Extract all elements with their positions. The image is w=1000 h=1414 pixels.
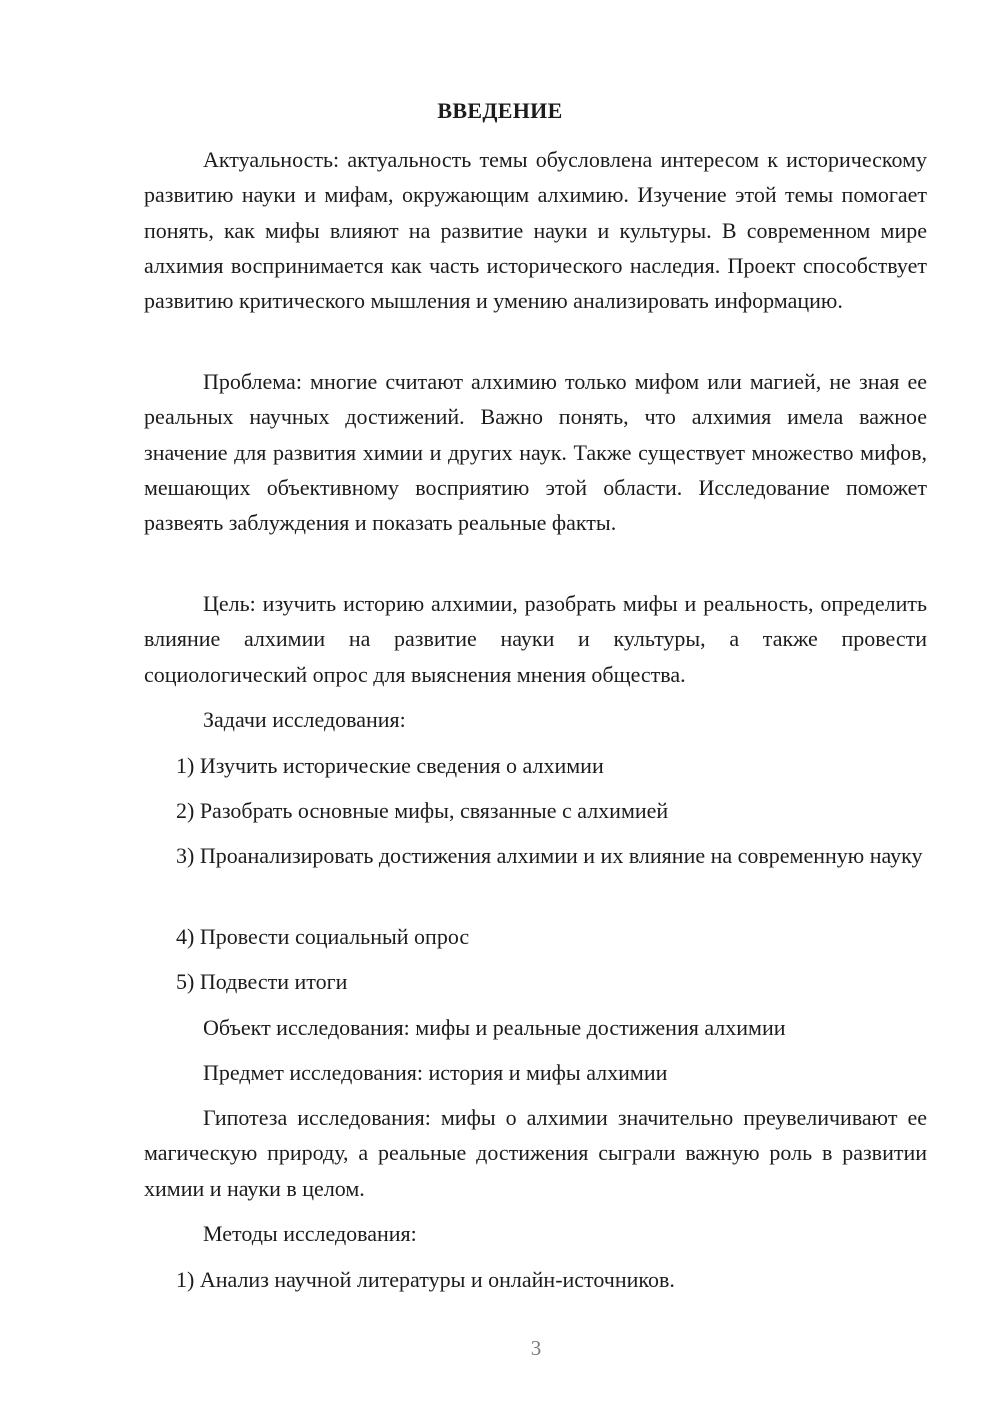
page-number: 3 xyxy=(530,1336,542,1360)
task-item-2: 2) Разобрать основные мифы, связанные с алхимией xyxy=(176,798,669,823)
problem-paragraph: Проблема: многие считают алхимию только мифом или магией, не зная ее реальных научных достижений. Важно понять, что алхимия имела важное значение для развития химии и других наук. Также существует множество мифов, мешающих объективному восприятию этой области. Исследование поможет развеять заблуждения и показать реальные факты. xyxy=(144,369,927,536)
tasks-heading: Задачи исследования: xyxy=(203,707,406,732)
methods-heading: Методы исследования: xyxy=(203,1221,417,1246)
method-item-1: 1) Анализ научной литературы и онлайн-источников. xyxy=(176,1267,675,1292)
relevance-paragraph: Актуальность: актуальность темы обусловлена интересом к историческому развитию науки и мифам, окружающим алхимию. Изучение этой темы помогает понять, как мифы влияют на развитие науки и культуры. В современном мире алхимия воспринимается как часть исторического наследия. Проект способствует развитию критического мышления и умению анализировать информацию. xyxy=(144,147,927,314)
task-item-1: 1) Изучить исторические сведения о алхимии xyxy=(176,753,604,778)
task-item-5: 5) Подвести итоги xyxy=(176,969,348,994)
subject-paragraph: Предмет исследования: история и мифы алхимии xyxy=(203,1060,668,1085)
object-paragraph: Объект исследования: мифы и реальные достижения алхимии xyxy=(203,1015,786,1040)
hypothesis-paragraph: Гипотеза исследования: мифы о алхимии значительно преувеличивают ее магическую природу, а реальные достижения сыграли важную роль в развитии химии и науки в целом. xyxy=(144,1105,927,1201)
page-title: ВВЕДЕНИЕ xyxy=(437,98,563,123)
task-item-4: 4) Провести социальный опрос xyxy=(176,924,470,949)
goal-paragraph: Цель: изучить историю алхимии, разобрать мифы и реальность, определить влияние алхимии на развитие науки и культуры, а также провести социологический опрос для выяснения мнения общества. xyxy=(144,591,927,687)
task-item-3: 3) Проанализировать достижения алхимии и их влияние на современную науку xyxy=(176,843,923,868)
